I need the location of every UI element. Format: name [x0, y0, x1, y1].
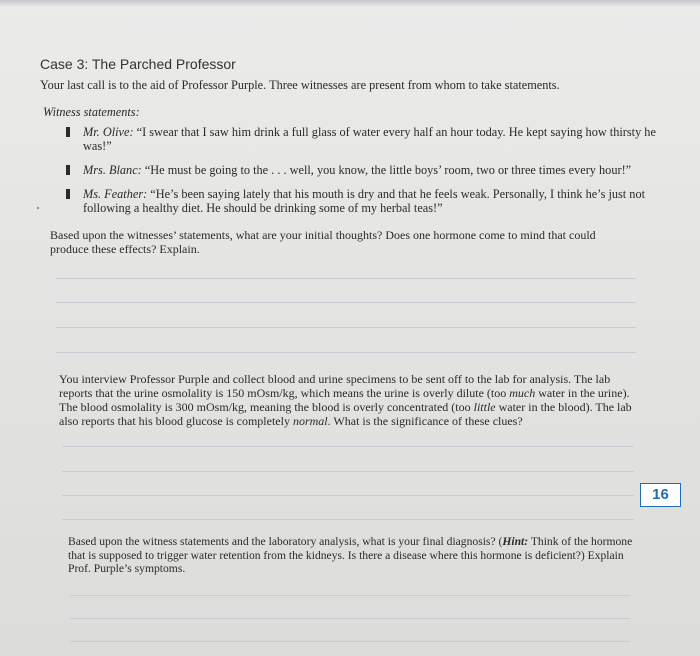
- q3-text: Based upon the witness statements and the laboratory analysis, what is your final diagnosis? (: [68, 535, 503, 548]
- intro-text: Your last call is to the aid of Professor Purple. Three witnesses are present from whom to take statements.: [40, 78, 560, 92]
- question-2: [59, 372, 634, 428]
- q2-emphasis: much: [509, 386, 536, 400]
- bullet-icon: [66, 165, 70, 175]
- witness-statement: “He’s been saying lately that his mouth is dry and that he feels weak. Personally, I think he’s just not following a healthy diet. He should be drinking some of my herbal teas!”: [83, 187, 646, 215]
- q2-text: . What is the significance of these clues?: [327, 414, 523, 428]
- witness-statement: “I swear that I saw him drink a full glass of water every half an hour today. He kept saying how thirsty he was!”: [83, 125, 656, 153]
- q3-text: Think of the hormone that is supposed to trigger water retention from the kidneys. Is there a disease where this hormone is deficient?) Explain Prof. Purple’s symptoms.: [68, 535, 633, 575]
- stray-mark: [37, 207, 39, 209]
- witness-item: [66, 187, 656, 215]
- q2-emphasis: little: [473, 400, 496, 414]
- answer-line[interactable]: [56, 352, 636, 353]
- q2-text: water in the blood). The lab also reports that his blood glucose is completely: [59, 400, 632, 428]
- answer-line[interactable]: [56, 278, 636, 279]
- q2-emphasis: normal: [292, 414, 328, 428]
- witness-name: Mr. Olive:: [83, 125, 134, 139]
- answer-line[interactable]: [70, 595, 630, 596]
- page-number-badge: 16: [640, 483, 681, 507]
- answer-line[interactable]: [62, 519, 634, 520]
- witness-name: Ms. Feather:: [83, 187, 148, 201]
- answer-line[interactable]: [62, 446, 634, 447]
- answer-line[interactable]: [62, 495, 634, 496]
- answer-line[interactable]: [56, 327, 636, 328]
- q2-text: water in the urine). The blood osmolality is 300 mOsm/kg, meaning the blood is overly concentrated (too: [59, 386, 630, 414]
- witness-name: Mrs. Blanc:: [83, 163, 142, 177]
- question-1: Based upon the witnesses’ statements, what are your initial thoughts? Does one hormone come to mind that could produce these effects? Explain.: [50, 228, 596, 256]
- answer-line[interactable]: [70, 618, 630, 619]
- q2-text: You interview Professor Purple and collect blood and urine specimens to be sent off to the lab for analysis. The lab reports that the urine osmolality is 150 mOsm/kg, which means the urine is overly dilute (too: [59, 372, 611, 400]
- bullet-icon: [66, 189, 70, 199]
- witness-statement: “He must be going to the . . . well, you know, the little boys’ room, two or three times every hour!”: [141, 163, 632, 177]
- page-top-edge: [0, 0, 700, 6]
- witness-item: [66, 163, 656, 177]
- witness-heading: Witness statements:: [43, 105, 140, 119]
- question-3: [68, 535, 638, 576]
- answer-line[interactable]: [62, 471, 634, 472]
- answer-line[interactable]: [70, 641, 630, 642]
- witness-list: [66, 125, 656, 225]
- case-title: Case 3: The Parched Professor: [40, 56, 236, 72]
- witness-item: [66, 125, 656, 153]
- q3-hint-label: Hint:: [502, 535, 529, 548]
- answer-line[interactable]: [56, 302, 636, 303]
- bullet-icon: [66, 127, 70, 137]
